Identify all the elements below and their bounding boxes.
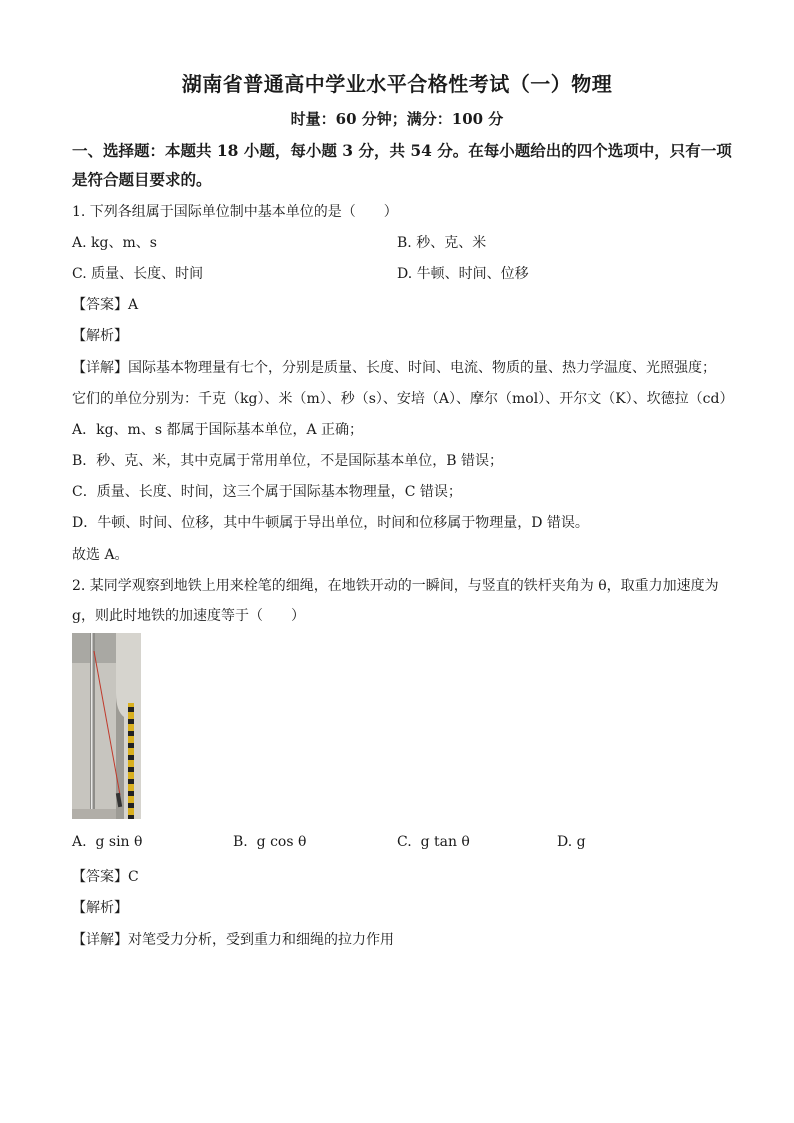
q1-option-c: C. 质量、长度、时间: [72, 266, 204, 282]
q1-option-a: A. kg、m、s: [72, 235, 157, 251]
q2-option-b: [233, 832, 306, 852]
q1-detail-line-5: C．质量、长度、时间，这三个属于国际基本物理量，C 错误；: [72, 484, 462, 500]
q1-stem: 1. 下列各组属于国际单位制中基本单位的是（ ）: [72, 204, 398, 220]
q2-option-d: [557, 832, 586, 852]
section-heading: 一、选择题：本题共 18 小题，每小题 3 分，共 54 分。在每小题给出的四个选项中，只有一项是符合题目要求的。: [72, 141, 732, 189]
q1-detail-line-6: D．牛顿、时间、位移，其中牛顿属于导出单位，时间和位移属于物理量，D 错误。: [72, 515, 589, 531]
detail-label: 【详解】: [72, 932, 128, 948]
option-letter: A.: [72, 834, 87, 850]
exam-duration-score: 时量：60 分钟；满分：100 分: [290, 110, 504, 128]
option-expression: g: [576, 834, 586, 850]
detail-label: 【详解】: [72, 360, 128, 376]
q1-detail-line-3: A．kg、m、s 都属于国际基本单位，A 正确；: [72, 422, 364, 438]
option-letter: D.: [557, 834, 573, 850]
answer-value: C: [128, 869, 139, 885]
q2-answer-row: [72, 867, 139, 887]
detail-text: 对笔受力分析，受到重力和细绳的拉力作用: [128, 932, 394, 948]
page-title: 湖南省普通高中学业水平合格性考试（一）物理: [181, 72, 613, 96]
q2-stem-line-1: 2. 某同学观察到地铁上用来栓笔的细绳，在地铁开动的一瞬间，与竖直的铁杆夹角为 θ，取重力加速度为: [72, 578, 719, 594]
q2-option-c: [397, 832, 470, 852]
q2-analysis-label: 【解析】: [72, 900, 128, 916]
q1-analysis-label: 【解析】: [72, 328, 128, 344]
answer-label: 【答案】: [72, 869, 128, 885]
q1-detail-line-4: B．秒、克、米，其中克属于常用单位，不是国际基本单位，B 错误；: [72, 453, 504, 469]
option-expression: g cos θ: [256, 834, 307, 850]
q2-option-a: [72, 832, 142, 852]
answer-value: A: [128, 297, 139, 313]
q1-detail-row: [72, 358, 716, 378]
q1-option-b: B. 秒、克、米: [397, 235, 487, 251]
subway-pole-photo: [72, 633, 141, 819]
q1-option-d: D. 牛顿、时间、位移: [397, 266, 529, 282]
q2-detail-row: [72, 930, 394, 950]
option-expression: g tan θ: [420, 834, 470, 850]
q1-conclusion: 故选 A。: [72, 547, 129, 563]
option-expression: g sin θ: [95, 834, 143, 850]
q2-stem-line-2: g，则此时地铁的加速度等于（ ）: [72, 608, 305, 624]
option-letter: C.: [397, 834, 412, 850]
q1-answer-row: [72, 295, 138, 315]
subway-pole-illustration: [72, 633, 141, 819]
option-letter: B.: [233, 834, 248, 850]
detail-text: 国际基本物理量有七个，分别是质量、长度、时间、电流、物质的量、热力学温度、光照强度；: [128, 360, 716, 376]
answer-label: 【答案】: [72, 297, 128, 313]
q1-detail-line-2: 它们的单位分别为：千克（kg）、米（m）、秒（s）、安培（A）、摩尔（mol）、开尔文（K）、坎德拉（cd）: [72, 391, 734, 407]
